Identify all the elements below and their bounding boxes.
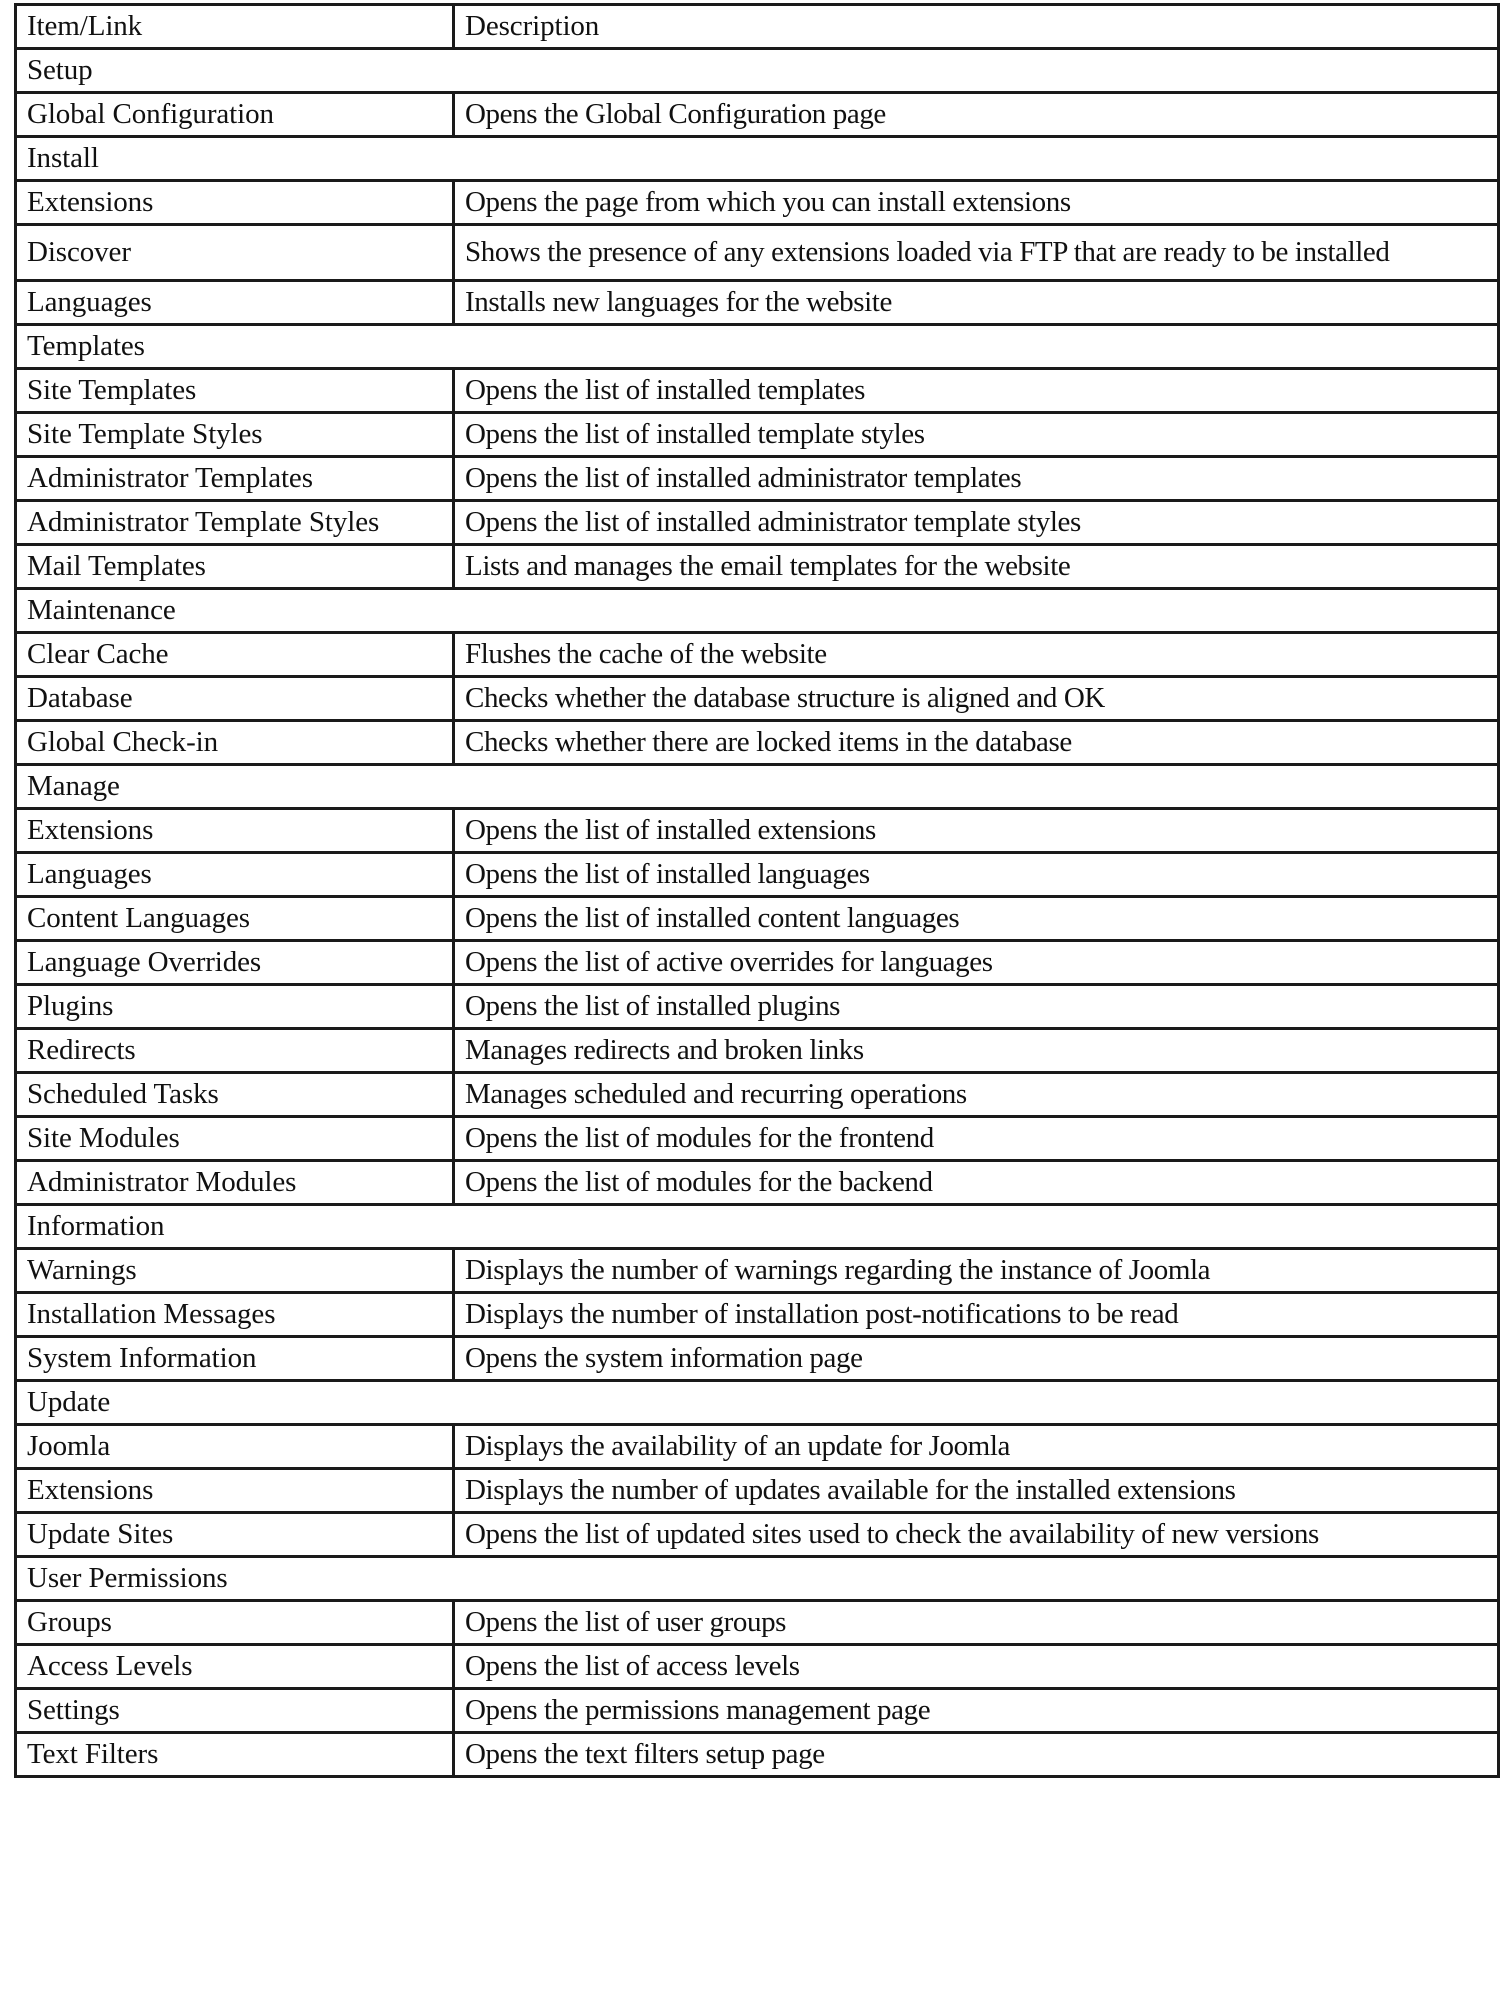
table-row	[16, 1249, 1499, 1293]
section-row	[16, 589, 1499, 633]
item-link-cell: Discover	[16, 225, 454, 281]
table-row	[16, 281, 1499, 325]
item-link-cell: Administrator Template Styles	[16, 501, 454, 545]
description-cell: Opens the system information page	[454, 1337, 1499, 1381]
item-link-cell: Clear Cache	[16, 633, 454, 677]
section-row	[16, 1205, 1499, 1249]
table-row	[16, 413, 1499, 457]
table-row	[16, 545, 1499, 589]
item-link-cell: Language Overrides	[16, 941, 454, 985]
table-row	[16, 1689, 1499, 1733]
section-row	[16, 325, 1499, 369]
item-link-cell: Extensions	[16, 1469, 454, 1513]
description-cell: Opens the list of installed administrator template styles	[454, 501, 1499, 545]
table-row	[16, 181, 1499, 225]
description-cell: Opens the list of installed content languages	[454, 897, 1499, 941]
item-link-cell: Global Check-in	[16, 721, 454, 765]
table-row	[16, 1601, 1499, 1645]
menu-items-table	[14, 3, 1500, 1778]
section-row	[16, 765, 1499, 809]
description-cell: Opens the list of active overrides for languages	[454, 941, 1499, 985]
item-link-cell: Languages	[16, 281, 454, 325]
description-cell: Opens the list of updated sites used to check the availability of new versions	[454, 1513, 1499, 1557]
table-row	[16, 1337, 1499, 1381]
description-cell: Opens the permissions management page	[454, 1689, 1499, 1733]
item-link-cell: Installation Messages	[16, 1293, 454, 1337]
section-heading: Information	[16, 1205, 1499, 1249]
section-row	[16, 1557, 1499, 1601]
description-cell: Lists and manages the email templates for the website	[454, 545, 1499, 589]
table-row	[16, 985, 1499, 1029]
section-heading: Install	[16, 137, 1499, 181]
description-cell: Opens the list of installed languages	[454, 853, 1499, 897]
table-row	[16, 677, 1499, 721]
item-link-cell: Text Filters	[16, 1733, 454, 1777]
description-cell: Opens the list of installed extensions	[454, 809, 1499, 853]
section-heading: Templates	[16, 325, 1499, 369]
section-row	[16, 49, 1499, 93]
item-link-cell: Scheduled Tasks	[16, 1073, 454, 1117]
table-header	[16, 5, 1499, 49]
item-link-cell: System Information	[16, 1337, 454, 1381]
table-row	[16, 633, 1499, 677]
section-heading: Maintenance	[16, 589, 1499, 633]
description-cell: Checks whether there are locked items in the database	[454, 721, 1499, 765]
table-row	[16, 1733, 1499, 1777]
description-cell: Opens the Global Configuration page	[454, 93, 1499, 137]
table-row	[16, 1513, 1499, 1557]
description-cell: Manages redirects and broken links	[454, 1029, 1499, 1073]
table-row	[16, 369, 1499, 413]
table-row	[16, 721, 1499, 765]
table-row	[16, 1117, 1499, 1161]
table-row	[16, 1645, 1499, 1689]
table-row	[16, 1161, 1499, 1205]
table-row	[16, 501, 1499, 545]
description-cell: Displays the availability of an update for Joomla	[454, 1425, 1499, 1469]
item-link-cell: Mail Templates	[16, 545, 454, 589]
table-row	[16, 853, 1499, 897]
item-link-cell: Global Configuration	[16, 93, 454, 137]
table-row	[16, 1073, 1499, 1117]
item-link-cell: Site Template Styles	[16, 413, 454, 457]
description-cell: Displays the number of installation post-notifications to be read	[454, 1293, 1499, 1337]
item-link-cell: Database	[16, 677, 454, 721]
header-description: Description	[454, 5, 1499, 49]
table-row	[16, 1469, 1499, 1513]
item-link-cell: Plugins	[16, 985, 454, 1029]
description-cell: Opens the list of modules for the frontend	[454, 1117, 1499, 1161]
description-cell: Displays the number of warnings regarding the instance of Joomla	[454, 1249, 1499, 1293]
table-row	[16, 93, 1499, 137]
description-cell: Opens the page from which you can install extensions	[454, 181, 1499, 225]
item-link-cell: Extensions	[16, 809, 454, 853]
item-link-cell: Site Templates	[16, 369, 454, 413]
description-cell: Flushes the cache of the website	[454, 633, 1499, 677]
description-cell: Opens the list of user groups	[454, 1601, 1499, 1645]
item-link-cell: Warnings	[16, 1249, 454, 1293]
table-row	[16, 457, 1499, 501]
section-heading: User Permissions	[16, 1557, 1499, 1601]
item-link-cell: Redirects	[16, 1029, 454, 1073]
description-cell: Opens the list of installed template styles	[454, 413, 1499, 457]
item-link-cell: Joomla	[16, 1425, 454, 1469]
table-row	[16, 809, 1499, 853]
description-cell: Shows the presence of any extensions loaded via FTP that are ready to be installed	[454, 225, 1499, 281]
item-link-cell: Content Languages	[16, 897, 454, 941]
description-cell: Manages scheduled and recurring operations	[454, 1073, 1499, 1117]
description-cell: Opens the text filters setup page	[454, 1733, 1499, 1777]
section-row	[16, 1381, 1499, 1425]
table-row	[16, 1029, 1499, 1073]
section-heading: Setup	[16, 49, 1499, 93]
item-link-cell: Access Levels	[16, 1645, 454, 1689]
table-row	[16, 1293, 1499, 1337]
section-row	[16, 137, 1499, 181]
section-heading: Manage	[16, 765, 1499, 809]
description-cell: Opens the list of installed templates	[454, 369, 1499, 413]
section-heading: Update	[16, 1381, 1499, 1425]
description-cell: Checks whether the database structure is aligned and OK	[454, 677, 1499, 721]
item-link-cell: Settings	[16, 1689, 454, 1733]
description-cell: Installs new languages for the website	[454, 281, 1499, 325]
description-cell: Opens the list of installed administrator templates	[454, 457, 1499, 501]
table-row	[16, 897, 1499, 941]
item-link-cell: Extensions	[16, 181, 454, 225]
item-link-cell: Administrator Templates	[16, 457, 454, 501]
table-row	[16, 225, 1499, 281]
item-link-cell: Update Sites	[16, 1513, 454, 1557]
item-link-cell: Languages	[16, 853, 454, 897]
table-body	[16, 49, 1499, 1777]
header-item-link: Item/Link	[16, 5, 454, 49]
table-row	[16, 1425, 1499, 1469]
item-link-cell: Administrator Modules	[16, 1161, 454, 1205]
item-link-cell: Groups	[16, 1601, 454, 1645]
table-row	[16, 941, 1499, 985]
item-link-cell: Site Modules	[16, 1117, 454, 1161]
description-cell: Opens the list of installed plugins	[454, 985, 1499, 1029]
header-row	[16, 5, 1499, 49]
description-cell: Opens the list of access levels	[454, 1645, 1499, 1689]
description-cell: Displays the number of updates available for the installed extensions	[454, 1469, 1499, 1513]
description-cell: Opens the list of modules for the backend	[454, 1161, 1499, 1205]
